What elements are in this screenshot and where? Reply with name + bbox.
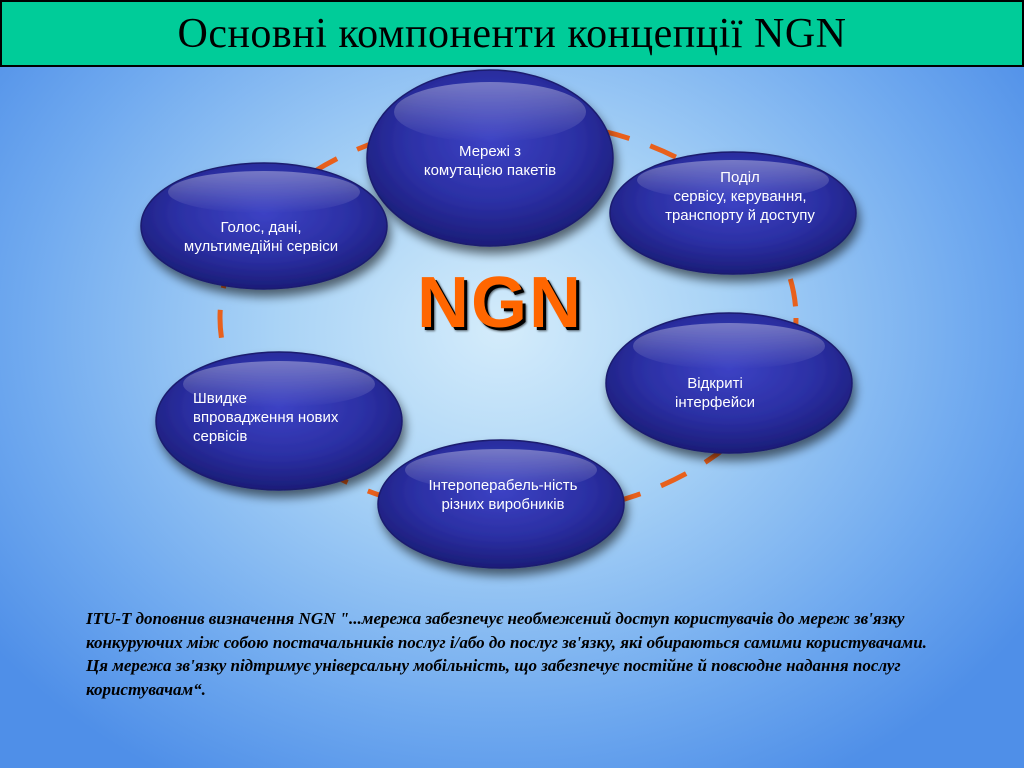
node-label-packet-networks: Мережі з комутацією пакетів	[423, 143, 557, 179]
node-label-voice-data: Голос, дані, мультимедійні сервіси	[183, 219, 339, 255]
definition-caption	[86, 607, 936, 701]
caption-paragraph-2: Ця мережа зв'язку підтримує універсальну мобільність, що забезпечує постійне й повсюдне надання послуг користувачам“.	[86, 656, 901, 699]
node-label-interoperability: Інтероперабель-ність різних виробників	[428, 477, 578, 513]
node-label-fast-deployment: Швидке впровадження нових сервісів	[193, 390, 339, 445]
caption-paragraph-1: ITU-T доповнив визначення NGN "...мережа забезпечує необмежений доступ користувачів до мереж зв'язку конкуруючих між собою постачальників послуг і/або до послуг зв'язку, які обираються самими користувачами.	[86, 609, 927, 652]
node-label-separation: Поділ сервісу, керування, транспорту й доступу	[665, 169, 815, 224]
ngn-center-label: NGN	[417, 263, 583, 343]
node-label-open-interfaces: Відкриті інтерфейси	[675, 375, 755, 411]
slide-title: Основні компоненти концепції NGN	[177, 10, 847, 57]
